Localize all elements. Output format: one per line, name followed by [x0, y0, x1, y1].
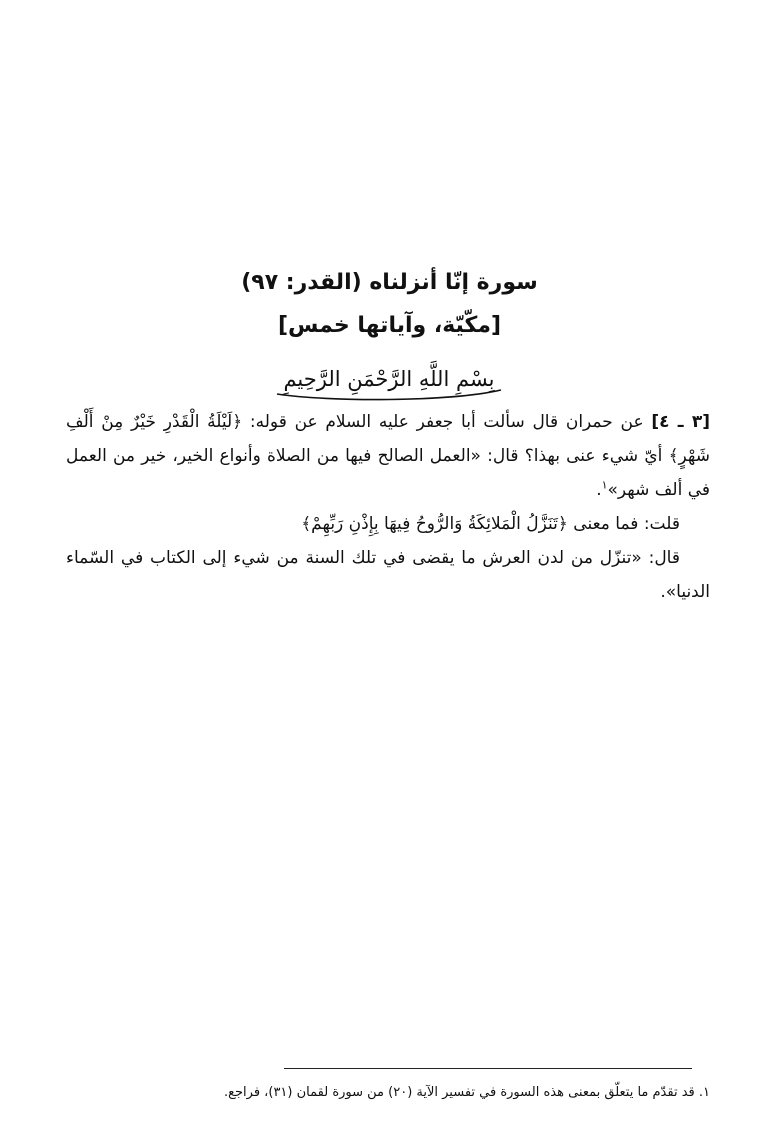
surah-title: سورة إنّا أنزلناه (القدر: ٩٧): [241, 270, 538, 295]
verse-number: [٣ ـ ٤]: [651, 412, 711, 432]
surah-subtitle: [مكّيّة، وآياتها خمس]: [277, 313, 501, 338]
commentary-paragraph-2: قلت: فما معنى ﴿تَنَزَّلُ الْمَلائِكَةُ وَالرُّوحُ فِيهَا بِإِذْنِ رَبِّهِمْ﴾: [301, 514, 680, 534]
commentary-paragraph-1: [66, 405, 710, 507]
basmala-flourish: [269, 360, 509, 406]
footnote-reference[interactable]: ١: [601, 478, 608, 492]
footnote-divider: [284, 1068, 692, 1069]
footnote: ١. قد تقدّم ما يتعلّق بمعنى هذه السورة في تفسير الآية (٢٠) من سورة لقمان (٣١)، فراجع.: [223, 1085, 710, 1100]
commentary-body: [66, 405, 710, 609]
basmala-text: بِسْمِ اللَّهِ الرَّحْمَنِ الرَّحِيمِ: [283, 367, 495, 391]
commentary-paragraph-3: قال: «تنزّل من لدن العرش ما يقضى في تلك السنة من شيء إلى الكتاب في السّماء الدنيا».: [66, 548, 710, 602]
paragraph-1-text: عن حمران قال سألت أبا جعفر عليه السلام عن قوله: ﴿لَيْلَةُ الْقَدْرِ خَيْرٌ مِنْ أَلْفِ شَهْرٍ﴾ أيّ شيء عنى بهذا؟ قال: «العمل الصالح فيها من الصلاة وأنواع الخير، خير من العمل في ألف شهر»: [66, 412, 710, 500]
basmala-calligraphy: [269, 360, 509, 406]
paragraph-1-end: .: [596, 480, 602, 500]
